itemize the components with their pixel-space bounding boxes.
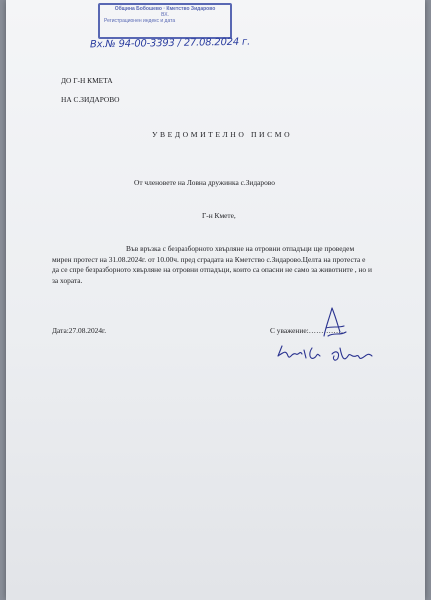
stamp-handwritten-number: Вх.№ 94-00-3393 / 27.08.2024 г. [89,36,251,51]
handwritten-signature [274,306,384,372]
registration-stamp [98,3,232,39]
recipient-line-1: ДО Г-Н КМЕТА [61,76,113,85]
document-page [6,0,425,600]
letter-body: Във връзка с безразборното хвърляне на отровни отпадъци ще проведем мирен протест на 31.08.2024г. от 10.00ч. пред сградата на Кметство с.Зидарово.Целта на протеста е да се спре безразборното хвърляне на отровни отпадъци, които са опасни не само за животните , но и за хората. [52,244,372,285]
greeting: Г-н Кмете, [202,211,236,220]
sender-line: От членовете на Ловна дружинка с.Зидарово [134,178,275,187]
closing-regards: С уважение:…………… [270,326,346,335]
stamp-line-2: ВХ. [161,12,169,18]
recipient-line-2: НА С.ЗИДАРОВО [61,95,120,104]
letter-heading: УВЕДОМИТЕЛНО ПИСМО [152,130,293,139]
letter-date: Дата:27.08.2024г. [52,326,107,335]
stamp-line-1: Община Бобошево · Кметство Зидарово [114,6,216,12]
stamp-line-3: Регистрационен индекс и дата [104,18,176,24]
